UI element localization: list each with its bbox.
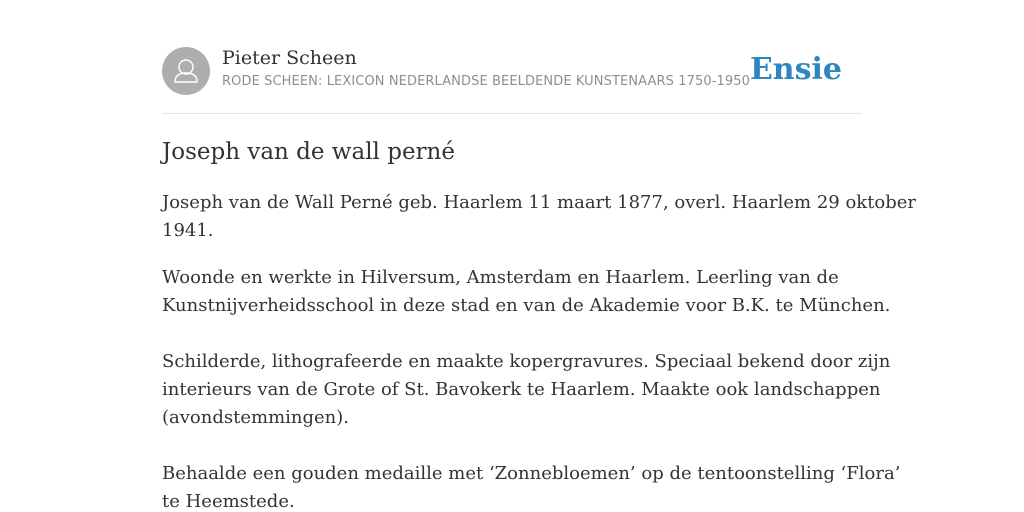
text-line: te Heemstede. [162,491,295,512]
paragraph [162,264,891,320]
user-icon [162,47,210,95]
avatar[interactable] [162,47,210,95]
divider [162,113,862,114]
paragraph [162,189,917,245]
text-line: Joseph van de Wall Perné geb. Haarlem 11 maart 1877, overl. Haarlem 29 oktober [162,192,917,213]
article [162,134,917,512]
ensie-logo[interactable]: Ensie [749,52,842,87]
text-line: Kunstnijverheidsschool in deze stad en van de Akademie voor B.K. te München. [162,295,891,316]
article-title: Joseph van de wall perné [162,139,455,165]
paragraph [162,348,891,432]
text-line: Woonde en werkte in Hilversum, Amsterdam en Haarlem. Leerling van de [162,267,839,288]
article-body [162,189,917,512]
text-line: interieurs van de Grote of St. Bavokerk te Haarlem. Maakte ook landschappen [162,379,881,400]
paragraph [162,460,901,512]
text-line: (avondstemmingen). [162,407,349,428]
text-line: Schilderde, lithografeerde en maakte kopergravures. Speciaal bekend door zijn [162,351,891,372]
source-title[interactable]: RODE SCHEEN: LEXICON NEDERLANDSE BEELDENDE KUNSTENAARS 1750-1950 [222,74,750,89]
text-line: 1941. [162,220,214,241]
header [162,46,862,96]
author-name[interactable]: Pieter Scheen [222,47,357,69]
text-line: Behaalde een gouden medaille met ‘Zonnebloemen’ op de tentoonstelling ‘Flora’ [162,463,901,484]
